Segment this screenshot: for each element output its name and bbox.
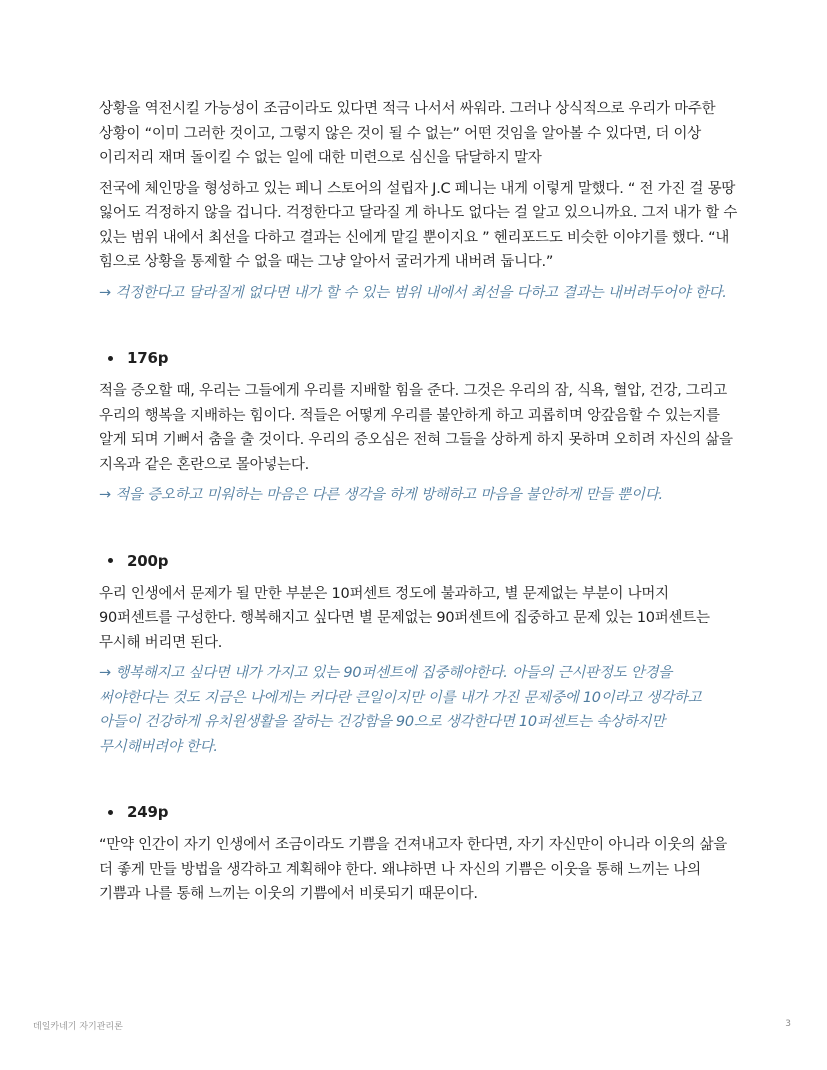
document-body bbox=[99, 97, 739, 907]
section-200p-text: 우리 인생에서 문제가 될 만한 부분은 10퍼센트 정도에 불과하고, 별 문제없는 부분이 나머지 90퍼센트를 구성한다. 행복해지고 싶다면 별 문제없는 90퍼센트에 집중하고 문제 있는 10퍼센트는 무시해 버리면 된다. bbox=[99, 585, 710, 651]
section-176p-text: 적을 증오할 때, 우리는 그들에게 우리를 지배할 힘을 준다. 그것은 우리의 잠, 식욕, 혈압, 건강, 그리고 우리의 행복을 지배하는 힘이다. 적들은 어떻게 우리를 불안하게 하고 괴롭히며 앙갚음할 수 있는지를 알게 되며 기뻐서 춤을 출 것이다. 우리의 증오심은 전혀 그들을 상하게 하지 못하며 오히려 자신의 삶을 지옥과 같은 혼란으로 몰아넣는다. bbox=[99, 383, 733, 473]
section-heading-176p bbox=[99, 345, 739, 371]
section-heading-200p bbox=[99, 548, 739, 574]
bullet-icon bbox=[108, 356, 113, 361]
intro-paragraph-2: 전국에 체인망을 형성하고 있는 페니 스토어의 설립자 J.C 페니는 내게 이렇게 말했다. “ 전 가진 걸 몽땅 잃어도 걱정하지 않을 겁니다. 걱정한다고 달라질 게 하나도 없다는 걸 알고 있으니까요. 그저 내가 할 수 있는 범위 내에서 최선을 다하고 결과는 신에게 맡길 뿐이지요 ” 헨리포드도 비슷한 이야기를 했다. “내 힘으로 상황을 통제할 수 없을 때는 그냥 알아서 굴러가게 내버려 둡니다.” bbox=[99, 180, 738, 270]
intro-paragraph-1: 상황을 역전시킬 가능성이 조금이라도 있다면 적극 나서서 싸워라. 그러나 상식적으로 우리가 마주한 상황이 “이미 그러한 것이고, 그렇지 않은 것이 될 수 없는” 어떤 것임을 알아볼 수 있다면, 더 이상 이리저리 재며 돌이킬 수 없는 일에 대한 미련으로 심신을 닦달하지 말자 bbox=[99, 101, 716, 166]
bullet-icon bbox=[108, 810, 113, 815]
footer-title: 데일카네기 자기관리론 bbox=[33, 1022, 123, 1032]
section-page-label: 249p bbox=[127, 803, 169, 821]
section-page-label: 200p bbox=[127, 551, 169, 570]
bullet-icon bbox=[108, 558, 113, 563]
section-page-label: 176p bbox=[127, 349, 169, 367]
section-heading-249p bbox=[99, 799, 739, 825]
intro-note: → 걱정한다고 달라질게 없다면 내가 할 수 있는 범위 내에서 최선을 다하고 결과는 내버려두어야 한다. bbox=[99, 284, 727, 301]
section-176p-note: → 적을 증오하고 미워하는 마음은 다른 생각을 하게 방해하고 마음을 불안하게 만들 뿐이다. bbox=[99, 487, 663, 503]
footer-page-number: 3 bbox=[785, 1019, 791, 1029]
section-200p-note: → 행복해지고 싶다면 내가 가지고 있는 90퍼센트에 집중해야한다. 아들의 근시판정도 안경을 써야한다는 것도 지금은 나에게는 커다란 큰일이지만 이를 내가 가진 문제중에 10이라고 생각하고 아들이 건강하게 유치원생활을 잘하는 건강함을 90으로 생각한다면 10퍼센트는 속상하지만 무시해버려야 한다. bbox=[99, 665, 702, 755]
section-249p-text: “만약 인간이 자기 인생에서 조금이라도 기쁨을 건져내고자 한다면, 자기 자신만이 아니라 이웃의 삶을 더 좋게 만들 방법을 생각하고 계획해야 한다. 왜냐하면 나 자신의 기쁨은 이웃을 통해 느끼는 나의 기쁨과 나를 통해 느끼는 이웃의 기쁨에서 비롯되기 때문이다. bbox=[99, 837, 727, 902]
